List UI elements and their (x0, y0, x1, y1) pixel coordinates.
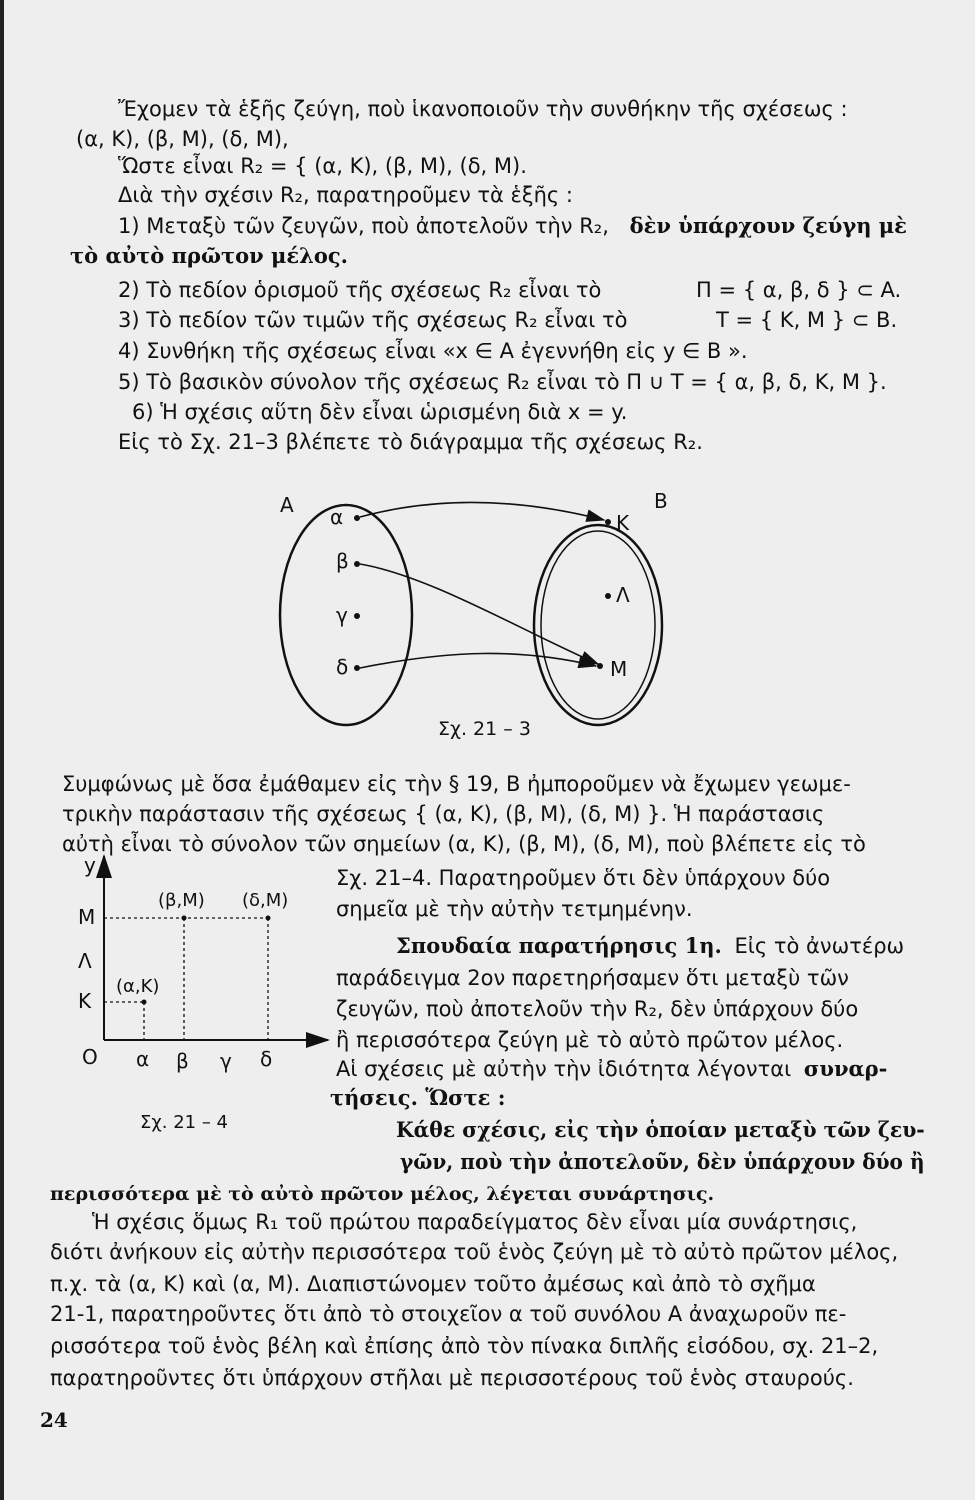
elem-m: M (610, 657, 628, 681)
text-line-4: Διὰ τὴν σχέσιν R₂, παρατηροῦμεν τὰ ἑξῆς : (118, 183, 573, 207)
tick-alpha: α (136, 1047, 150, 1071)
text-line-27: Ἡ σχέσις ὅμως R₁ τοῦ πρώτου παραδείγματος δὲν εἶναι μία συνάρτησις, (92, 1210, 858, 1234)
text-line-31: ρισσότερα τοῦ ἑνὸς βέλη καὶ ἐπίσης ἀπὸ τὸν πίνακα διπλῆς εἰσόδου, σχ. 21–2, (50, 1334, 879, 1358)
text-line-3: Ὥστε εἶναι R₂ = { (α, K), (β, M), (δ, M). (118, 154, 527, 178)
page-number: 24 (40, 1408, 68, 1432)
tick-delta: δ (260, 1047, 273, 1071)
text-line-25: γῶν, ποὺ τὴν ἀποτελοῦν, δὲν ὑπάρχουν δύο ἢ (400, 1149, 925, 1174)
point-alpha-k (142, 1000, 147, 1005)
text-line-18 (396, 932, 904, 960)
label-set-a: A (280, 493, 294, 517)
tick-lambda: Λ (78, 949, 92, 973)
set-b-ellipse (534, 525, 662, 725)
y-axis-label: y (84, 853, 96, 877)
text-line-5 (118, 212, 907, 240)
arrow-beta-m (360, 564, 598, 664)
origin-label: O (82, 1045, 98, 1069)
text-line-7b: Π = { α, β, δ } ⊂ A. (696, 278, 902, 302)
text-line-23: τήσεις. Ὥστε : (330, 1085, 506, 1110)
text-line-26: περισσότερα μὲ τὸ αὐτὸ πρῶτον μέλος, λέγεται συνάρτησις. (50, 1183, 715, 1205)
text-line-21: ἢ περισσότερα ζεύγη μὲ τὸ αὐτὸ πρῶτον μέλος. (336, 1028, 844, 1052)
label-point-delta-m: (δ,M) (242, 890, 289, 911)
dot-k (605, 519, 611, 525)
label-set-b: B (654, 489, 668, 513)
text-line-17: σημεῖα μὲ τὴν αὐτὴν τετμημένην. (336, 897, 693, 921)
elem-lambda: Λ (616, 583, 630, 607)
tick-m: M (78, 905, 96, 929)
text-line-16: Σχ. 21–4. Παρατηροῦμεν ὅτι δὲν ὑπάρχουν δύο (336, 866, 831, 890)
text-line-11: 6) Ἡ σχέσις αὕτη δὲν εἶναι ὡρισμένη διὰ x = y. (132, 400, 628, 424)
page-edge (0, 0, 4, 1500)
text-line-9: 4) Συνθήκη τῆς σχέσεως εἶναι «x ∈ A ἐγεννήθη εἰς y ∈ B ». (118, 339, 748, 363)
point-delta-m (266, 916, 271, 921)
dot-gamma (354, 613, 360, 619)
text-line-18-b: Εἰς τὸ ἀνωτέρω (734, 934, 905, 958)
text-line-22-bold: συναρ- (803, 1056, 888, 1081)
text-line-29: π.χ. τὰ (α, K) καὶ (α, M). Διαπιστώνομεν τοῦτο ἀμέσως καὶ ἀπὸ τὸ σχῆμα (50, 1272, 816, 1296)
relation-diagram-21-3 (270, 480, 700, 740)
text-line-22 (336, 1055, 887, 1083)
remark-title: Σπουδαία παρατήρησις 1η. (396, 933, 722, 958)
elem-beta: β (336, 549, 349, 573)
text-line-5-bold: δὲν ὑπάρχουν ζεύγη μὲ (629, 213, 907, 238)
text-line-22-a: Αἱ σχέσεις μὲ αὐτὴν τὴν ἰδιότητα λέγονται (336, 1057, 792, 1081)
elem-alpha: α (330, 505, 344, 529)
label-point-alpha-k: (α,K) (116, 976, 160, 997)
text-line-10: 5) Τὸ βασικὸν σύνολον τῆς σχέσεως R₂ εἶναι τὸ Π ∪ T = { α, β, δ, K, M }. (118, 370, 887, 394)
tick-gamma: γ (220, 1049, 232, 1073)
point-beta-m (182, 916, 187, 921)
figure-caption-21-3: Σχ. 21 – 3 (438, 718, 531, 740)
dot-beta (354, 561, 360, 567)
text-line-7a: 2) Τὸ πεδίον ὁρισμοῦ τῆς σχέσεως R₂ εἶναι τὸ (118, 278, 602, 302)
text-line-1: Ἔχομεν τὰ ἑξῆς ζεύγη, ποὺ ἱκανοποιοῦν τὴν συνθήκην τῆς σχέσεως : (118, 97, 848, 121)
text-line-14: τρικὴν παράστασιν τῆς σχέσεως { (α, K), (β, M), (δ, M) }. Ἡ παράστασις (62, 802, 825, 826)
arrow-alpha-k (360, 502, 604, 520)
dot-delta (354, 665, 360, 671)
dot-lambda (605, 593, 611, 599)
dot-alpha (354, 515, 360, 521)
text-line-2: (α, K), (β, M), (δ, M), (76, 127, 289, 151)
tick-k: K (78, 989, 92, 1013)
text-line-8b: T = { K, M } ⊂ B. (716, 308, 898, 332)
figure-caption-21-4: Σχ. 21 – 4 (140, 1112, 229, 1133)
text-line-12: Εἰς τὸ Σχ. 21–3 βλέπετε τὸ διάγραμμα τῆς σχέσεως R₂. (118, 430, 703, 454)
text-line-6: τὸ αὐτὸ πρῶτον μέλος. (70, 243, 348, 268)
elem-delta: δ (336, 655, 349, 679)
text-line-13: Συμφώνως μὲ ὅσα ἐμάθαμεν εἰς τὴν § 19, B ἠμποροῦμεν νὰ ἔχωμεν γεωμε- (62, 772, 851, 796)
text-line-20: ζευγῶν, ποὺ ἀποτελοῦν τὴν R₂, δὲν ὑπάρχουν δύο (336, 997, 859, 1021)
text-line-30: 21-1, παρατηροῦντες ὅτι ἀπὸ τὸ στοιχεῖον α τοῦ συνόλου A ἀναχωροῦν πε- (50, 1302, 847, 1326)
text-line-32: παρατηροῦντες ὅτι ὑπάρχουν στῆλαι μὲ περισσοτέρους τοῦ ἑνὸς σταυρούς. (50, 1366, 854, 1390)
text-line-15: αὐτὴ εἶναι τὸ σύνολον τῶν σημείων (α, K), (β, M), (δ, M), ποὺ βλέπετε εἰς τὸ (62, 832, 866, 856)
coordinate-plot-21-4 (60, 850, 332, 1140)
arrow-delta-m (360, 653, 596, 668)
label-point-beta-m: (β,M) (158, 890, 205, 911)
text-line-24: Κάθε σχέσις, εἰς τὴν ὁποίαν μεταξὺ τῶν ζευ- (396, 1117, 925, 1142)
elem-gamma: γ (336, 603, 348, 627)
set-b-inner-ellipse (541, 531, 655, 719)
text-line-28: διότι ἀνήκουν εἰς αὐτὴν περισσότερα τοῦ ἑνὸς ζεύγη μὲ τὸ αὐτὸ πρῶτον μέλος, (50, 1240, 899, 1264)
text-line-8a: 3) Τὸ πεδίον τῶν τιμῶν τῆς σχέσεως R₂ εἶναι τὸ (118, 308, 628, 332)
text-line-19: παράδειγμα 2ον παρετηρήσαμεν ὅτι μεταξὺ τῶν (336, 966, 849, 990)
text-line-5-a: 1) Μεταξὺ τῶν ζευγῶν, ποὺ ἀποτελοῦν τὴν R₂, (118, 214, 609, 238)
elem-k: K (616, 511, 630, 535)
tick-beta: β (176, 1049, 189, 1073)
